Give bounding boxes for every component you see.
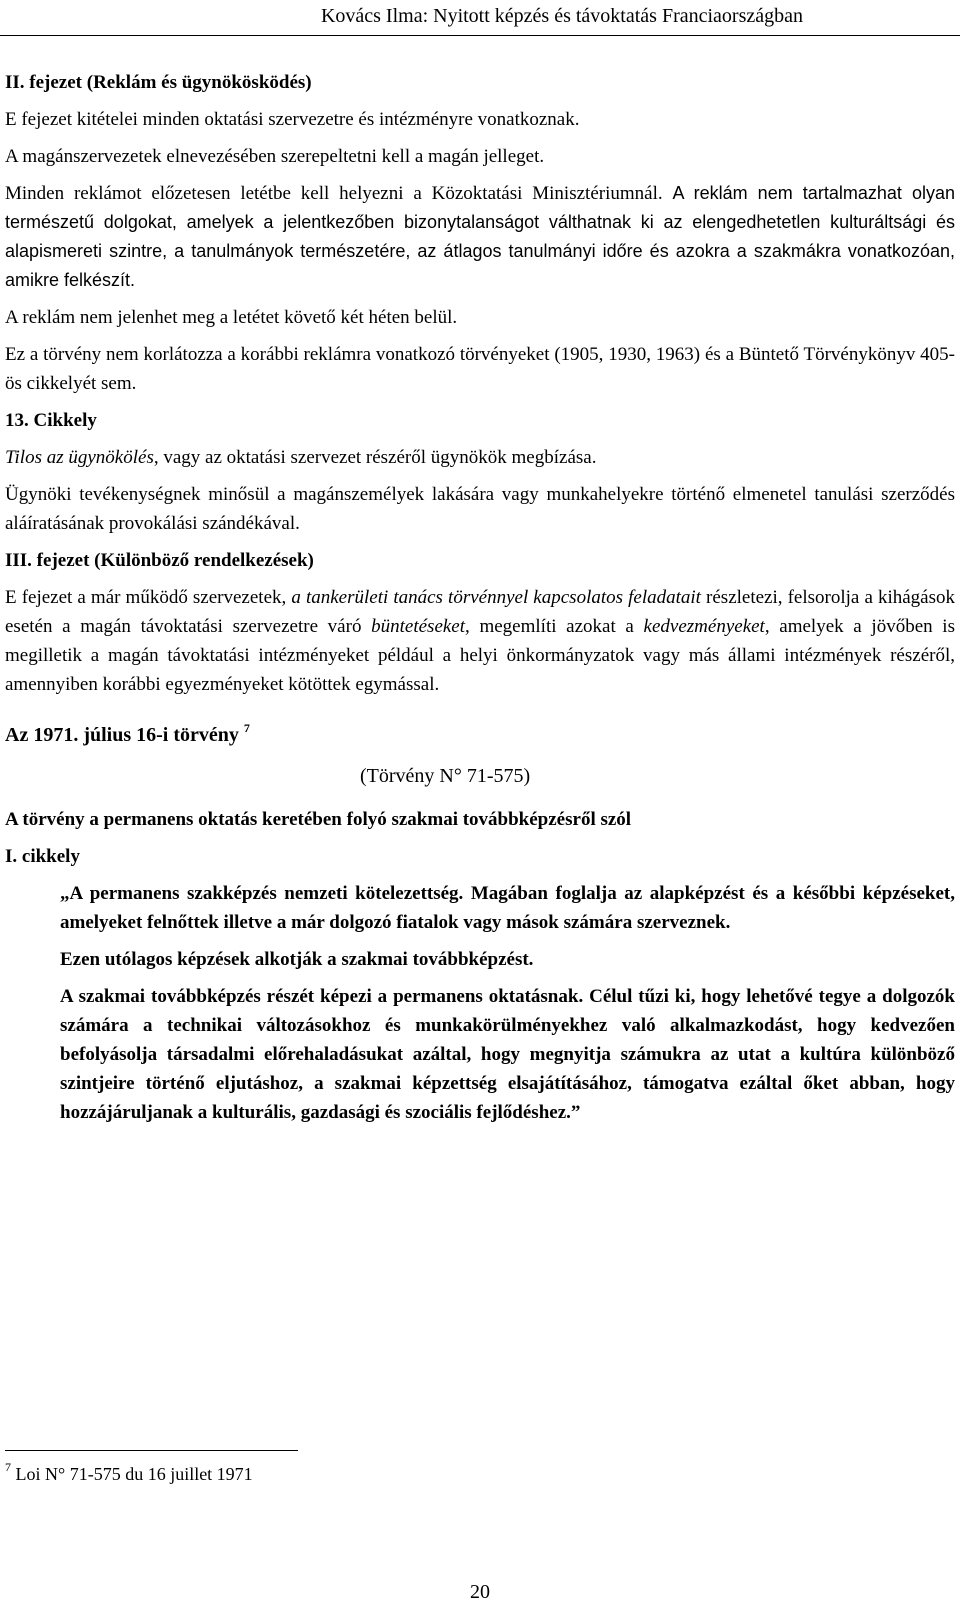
quote-paragraph: „A permanens szakképzés nemzeti kötelezettség. Magában foglalja az alapképzést és a későbbi képzéseket, amelyeket felnőttek illetve a már dolgozó fiatalok vagy mások számára szerveznek. [60,883,955,933]
footnote-rule [5,1450,298,1451]
quote-paragraph: Ezen utólagos képzések alkotják a szakmai továbbképzést. [60,949,534,970]
footnote-ref: 7 [243,721,250,735]
paragraph [5,583,955,699]
paragraph [5,443,955,472]
paragraph-part: , megemlíti azokat a [465,616,644,637]
header-rule [0,35,960,36]
paragraph-part: , vagy az oktatási szervezet részéről ügynökök megbízása. [153,447,597,468]
paragraph: E fejezet kitételei minden oktatási szervezetre és intézményre vonatkoznak. [5,109,580,130]
emphasis: a tankerületi tanács törvénnyel kapcsolatos feladatait [291,587,701,608]
paragraph-part: E fejezet a már működő szervezetek, [5,587,292,608]
law-title [5,721,955,750]
page-content [5,68,955,1135]
paragraph: Ügynöki tevékenységnek minősül a magánszemélyek lakására vagy munkahelyekre történő elmenetel tanulási szerződés aláíratásának provokálási szándékával. [5,484,955,534]
paragraph: A magánszervezetek elnevezésében szerepeltetni kell a magán jelleget. [5,146,545,167]
paragraph-part: Minden reklámot előzetesen letétbe kell helyezni a Közoktatási Minisztériumnál. [5,183,673,204]
law-subtitle: (Törvény N° 71-575) [360,765,531,787]
footnote-text: Loi N° 71-575 du 16 juillet 1971 [11,1464,253,1484]
paragraph-part: részletezi, felsorolja a kihágások esetén a magán távoktatási szervezetre váró [5,587,956,637]
paragraph: Ez a törvény nem korlátozza a korábbi reklámra vonatkozó törvényeket (1905, 1930, 1963) és a Büntető Törvénykönyv 405-ös cikkelyét sem. [5,344,955,394]
running-header: Kovács Ilma: Nyitott képzés és távoktatás Franciaországban [320,5,803,27]
footnote-number: 7 [5,1460,11,1474]
footnote [5,1460,253,1488]
article-13-heading: 13. Cikkely [5,410,97,431]
emphasis: büntetéseket [371,616,466,637]
paragraph: A reklám nem jelenhet meg a letétet követő két héten belül. [5,307,458,328]
paragraph-part: A reklám nem tartalmazhat olyan természetű dolgokat, amelyek a jelentkezőben bizonytalanságot válthatnak ki az elengedhetetlen kulturáltsági és alapismereti szintre, a tanulmányok természetére, az átlagos tanulmányi időre és azokra a szakmákra vonatkozóan, amikre felkészít. [5,183,955,290]
emphasis: Tilos az ügynökölés [5,447,154,468]
paragraph [5,179,955,295]
page-number: 20 [470,1581,490,1603]
paragraph-part: , amelyek a jövőben is megilletik a magán távoktatási intézményeket például a helyi önkormányzatok vagy más állami intézmények részéről, amennyiben korábbi egyezményeket kötöttek egymással. [5,616,955,695]
chapter-3-heading: III. fejezet (Különböző rendelkezések) [5,550,314,571]
law-about: A törvény a permanens oktatás keretében folyó szakmai továbbképzésről szól [5,809,632,830]
emphasis: kedvezményeket [643,616,765,637]
chapter-2-heading: II. fejezet (Reklám és ügynökösködés) [5,72,312,93]
article-1-heading: I. cikkely [5,846,80,867]
law-title-text: Az 1971. július 16-i törvény [5,724,244,746]
quote-paragraph: A szakmai továbbképzés részét képezi a permanens oktatásnak. Célul tűzi ki, hogy lehetővé tegye a dolgozók számára a technikai változásokhoz és munkakörülményekhez való alkalmazkodást, hogy kedvezően befolyásolja társadalmi előrehaladásukat azáltal, hogy megnyitja számukra az utat a kultúra különböző szintjeire történő eljutáshoz, a szakmai képzettség elsajátításához, támogatva ezáltal őket abban, hogy hozzájáruljanak a kulturális, gazdasági és szociális fejlődéshez.” [60,986,955,1123]
